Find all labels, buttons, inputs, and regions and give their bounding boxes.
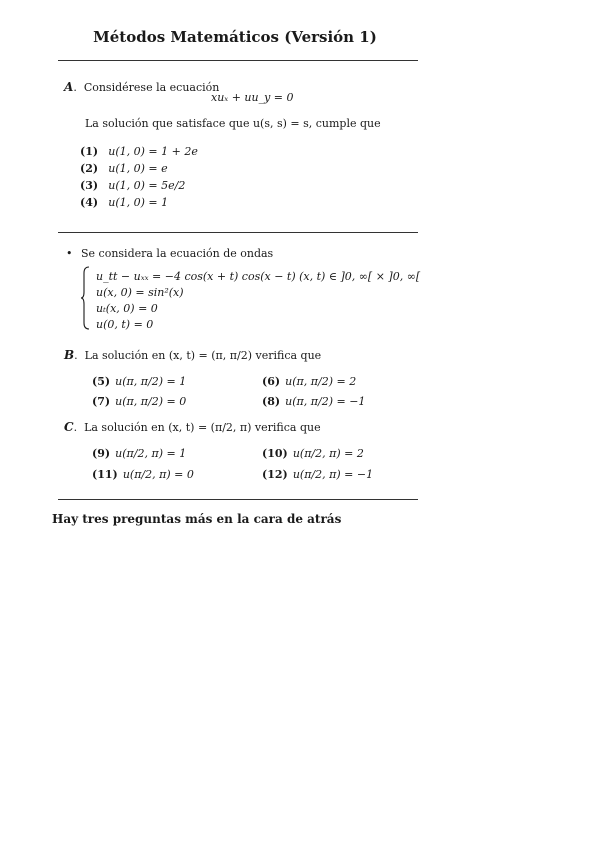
option-number: (6) — [262, 375, 281, 388]
question-c-label: C — [64, 420, 74, 434]
divider — [58, 499, 418, 500]
question-b-prompt: La solución en (x, t) = (π, π/2) verifica que — [84, 349, 322, 362]
option-8[interactable] — [262, 390, 365, 409]
option-number: (10) — [262, 447, 288, 460]
wave-equation: u_tt − uₓₓ = −4 cos(x + t) cos(x − t) (x, t) ∈ ]0, ∞[ × ]0, ∞[ — [96, 270, 421, 283]
option-number: (8) — [262, 395, 281, 408]
option-text: u(π, π/2) = 1 — [115, 375, 187, 388]
option-9[interactable] — [92, 442, 186, 461]
wave-intro: Se considera la ecuación de ondas — [81, 247, 274, 260]
option-text: u(1, 0) = 5e/2 — [108, 179, 186, 192]
question-c-header: C. La solución en (x, t) = (π/2, π) verifica que — [64, 420, 321, 434]
option-text: u(π, π/2) = 0 — [115, 395, 187, 408]
footer-note: Hay tres preguntas más en la cara de atrás — [52, 512, 342, 526]
option-number: (5) — [92, 375, 111, 388]
option-text: u(π/2, π) = 1 — [115, 447, 187, 460]
initial-condition-position: u(x, 0) = sin²(x) — [96, 286, 184, 299]
option-number: (1) — [80, 145, 99, 158]
question-b-label: B — [64, 348, 75, 362]
option-5[interactable] — [92, 370, 186, 389]
option-text: u(1, 0) = e — [108, 162, 168, 175]
option-text: u(1, 0) = 1 + 2e — [108, 145, 198, 158]
option-6[interactable] — [262, 370, 356, 389]
option-number: (2) — [80, 162, 99, 175]
option-text: u(π/2, π) = 2 — [292, 447, 364, 460]
option-text: u(1, 0) = 1 — [108, 196, 169, 209]
left-brace-icon — [80, 266, 90, 330]
question-a-equation: xuₓ + uu_y = 0 — [211, 91, 294, 104]
option-number: (12) — [262, 468, 288, 481]
question-a-label: A — [64, 80, 74, 94]
option-4[interactable] — [80, 191, 168, 210]
initial-condition-velocity: uₜ(x, 0) = 0 — [96, 302, 158, 315]
option-10[interactable] — [262, 442, 364, 461]
option-number: (7) — [92, 395, 111, 408]
option-7[interactable] — [92, 390, 186, 409]
bullet-icon: • — [66, 247, 73, 260]
divider — [58, 60, 418, 61]
option-text: u(π, π/2) = −1 — [285, 395, 366, 408]
option-text: u(π/2, π) = −1 — [292, 468, 374, 481]
option-text: u(π, π/2) = 2 — [285, 375, 357, 388]
option-11[interactable] — [92, 463, 194, 482]
option-number: (11) — [92, 468, 118, 481]
option-number: (3) — [80, 179, 99, 192]
question-c-prompt: La solución en (x, t) = (π/2, π) verifica que — [84, 421, 321, 434]
question-a-condition: La solución que satisface que u(s, s) = s, cumple que — [85, 117, 381, 130]
option-text: u(π/2, π) = 0 — [122, 468, 194, 481]
question-a-header: A. Considérese la ecuación — [64, 80, 220, 94]
page-title: Métodos Matemáticos (Versión 1) — [93, 28, 377, 46]
option-number: (9) — [92, 447, 111, 460]
option-12[interactable] — [262, 463, 373, 482]
question-b-header: B. La solución en (x, t) = (π, π/2) verifica que — [64, 348, 322, 362]
divider — [58, 232, 418, 233]
option-number: (4) — [80, 196, 99, 209]
boundary-condition: u(0, t) = 0 — [96, 318, 154, 331]
question-a-intro: Considérese la ecuación — [83, 81, 220, 94]
